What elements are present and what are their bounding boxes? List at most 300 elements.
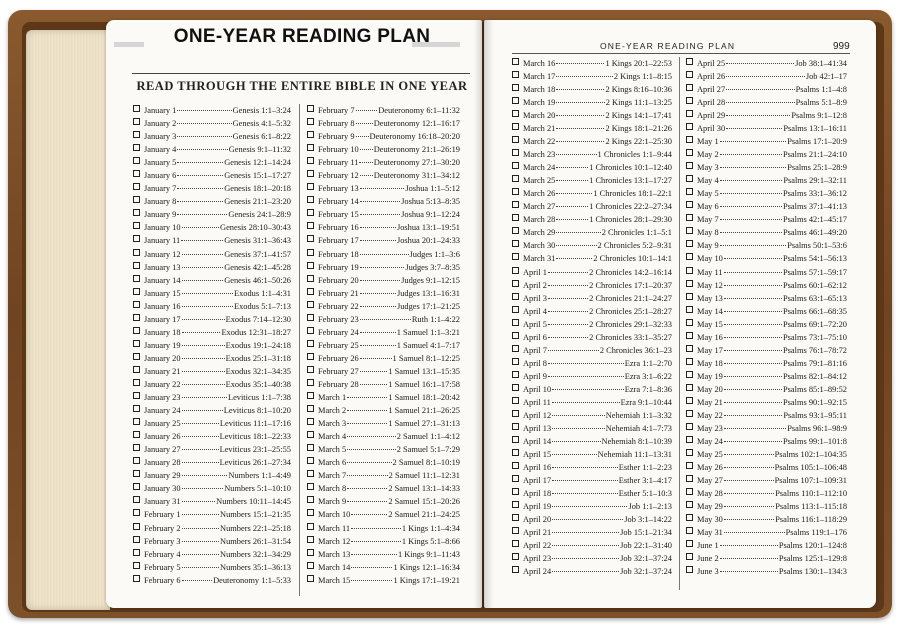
reading-reference: Job 32:1–37:24 (620, 554, 672, 564)
reading-reference: Judges 9:1–12:15 (401, 275, 460, 285)
reading-reference: Genesis 31:1–36:43 (224, 236, 291, 246)
checkbox-icon[interactable] (133, 353, 140, 360)
checkbox-icon[interactable] (307, 496, 314, 503)
checkbox-icon[interactable] (512, 566, 519, 573)
reading-reference: Job 38:1–41:34 (795, 59, 847, 68)
reading-column-3 (512, 57, 672, 578)
checkbox-icon[interactable] (512, 501, 519, 508)
dot-leader (360, 175, 373, 176)
reading-date: January 31 (144, 497, 181, 507)
checkbox-icon[interactable] (307, 183, 314, 190)
checkbox-icon[interactable] (512, 306, 519, 313)
reading-reference: Psalms 85:1–89:52 (783, 384, 847, 394)
dot-leader (360, 254, 409, 255)
reading-date: April 11 (523, 397, 551, 407)
checkbox-icon[interactable] (686, 475, 693, 482)
reading-reference: Exodus 7:14–12:30 (225, 314, 291, 324)
checkbox-icon[interactable] (133, 209, 140, 216)
checkbox-icon[interactable] (307, 523, 314, 530)
checkbox-icon[interactable] (133, 288, 140, 295)
dot-leader (360, 188, 405, 189)
checkbox-icon[interactable] (512, 423, 519, 430)
reading-date: April 29 (697, 111, 726, 121)
dot-leader (360, 384, 388, 385)
checkbox-icon[interactable] (133, 457, 140, 464)
checkbox-icon[interactable] (686, 449, 693, 456)
reading-reference: Joshua 13:1–19:51 (396, 223, 460, 233)
checkbox-icon[interactable] (686, 214, 693, 221)
reading-reference: Genesis 21:1–23:20 (224, 197, 291, 207)
reading-entry (133, 274, 291, 287)
reading-entry (307, 234, 460, 247)
reading-date: January 18 (144, 327, 181, 337)
checkbox-icon[interactable] (133, 196, 140, 203)
dot-leader (347, 436, 396, 437)
reading-reference: Numbers 32:1–34:29 (220, 549, 291, 559)
checkbox-icon[interactable] (686, 175, 693, 182)
running-head: ONE-YEAR READING PLAN (600, 41, 736, 51)
checkbox-icon[interactable] (512, 136, 519, 143)
reading-date: March 7 (318, 471, 347, 481)
checkbox-icon[interactable] (307, 222, 314, 229)
reading-entry (686, 344, 847, 357)
checkbox-icon[interactable] (686, 267, 693, 274)
reading-column-4 (686, 57, 847, 578)
checkbox-icon[interactable] (133, 418, 140, 425)
reading-reference: Genesis 1:1–3:24 (232, 106, 291, 115)
checkbox-icon[interactable] (512, 110, 519, 117)
reading-reference: Psalms 46:1–49:20 (783, 228, 847, 238)
reading-entry (133, 248, 291, 261)
checkbox-icon[interactable] (686, 253, 693, 260)
reading-entry (133, 574, 291, 587)
checkbox-icon[interactable] (512, 514, 519, 521)
checkbox-icon[interactable] (512, 449, 519, 456)
checkbox-icon[interactable] (512, 280, 519, 287)
checkbox-icon[interactable] (512, 71, 519, 78)
reading-entry (307, 143, 460, 156)
reading-date: February 3 (144, 536, 181, 546)
reading-date: February 18 (318, 249, 359, 259)
reading-entry (307, 456, 460, 469)
reading-entry (133, 261, 291, 274)
reading-date: January 26 (144, 432, 181, 442)
checkbox-icon[interactable] (307, 418, 314, 425)
dot-leader (177, 123, 231, 124)
reading-reference: Genesis 6:1–8:22 (232, 132, 291, 142)
reading-date: April 18 (523, 489, 552, 499)
checkbox-icon[interactable] (686, 358, 693, 365)
checkbox-icon[interactable] (686, 149, 693, 156)
dot-leader (720, 558, 778, 559)
reading-entry (686, 435, 847, 448)
checkbox-icon[interactable] (307, 131, 314, 138)
reading-date: March 21 (523, 124, 556, 134)
checkbox-icon[interactable] (307, 314, 314, 321)
checkbox-icon[interactable] (686, 410, 693, 417)
checkbox-icon[interactable] (307, 288, 314, 295)
reading-date: May 15 (697, 319, 723, 329)
dot-leader (360, 345, 396, 346)
checkbox-icon[interactable] (133, 536, 140, 543)
checkbox-icon[interactable] (307, 509, 314, 516)
reading-reference: 2 Chronicles 5:2–9:31 (597, 241, 672, 251)
reading-date: March 14 (318, 562, 351, 572)
checkbox-icon[interactable] (686, 188, 693, 195)
checkbox-icon[interactable] (686, 371, 693, 378)
dot-leader (720, 206, 782, 207)
checkbox-icon[interactable] (307, 405, 314, 412)
reading-reference: 2 Chronicles 21:1–24:27 (589, 293, 672, 303)
reading-date: June 3 (697, 567, 719, 577)
dot-leader (720, 193, 782, 194)
checkbox-icon[interactable] (686, 97, 693, 104)
checkbox-icon[interactable] (307, 470, 314, 477)
checkbox-icon[interactable] (686, 514, 693, 521)
reading-date: March 27 (523, 202, 556, 212)
reading-date: April 3 (523, 293, 547, 303)
checkbox-icon[interactable] (133, 262, 140, 269)
checkbox-icon[interactable] (133, 183, 140, 190)
checkbox-icon[interactable] (133, 105, 140, 112)
reading-date: June 2 (697, 554, 719, 564)
reading-date: May 5 (697, 189, 719, 199)
checkbox-icon[interactable] (307, 118, 314, 125)
checkbox-icon[interactable] (686, 227, 693, 234)
reading-reference: Psalms 25:1–28:9 (787, 163, 847, 173)
reading-entry (307, 495, 460, 508)
reading-entry (133, 104, 291, 117)
dot-leader (552, 402, 620, 403)
checkbox-icon[interactable] (307, 549, 314, 556)
checkbox-icon[interactable] (686, 423, 693, 430)
checkbox-icon[interactable] (686, 306, 693, 313)
checkbox-icon[interactable] (512, 267, 519, 274)
checkbox-icon[interactable] (686, 136, 693, 143)
checkbox-icon[interactable] (307, 457, 314, 464)
reading-reference: Judges 3:7–8:35 (405, 262, 460, 272)
reading-date: January 1 (144, 106, 177, 115)
reading-entry (133, 508, 291, 521)
checkbox-icon[interactable] (307, 262, 314, 269)
reading-date: January 19 (144, 340, 181, 350)
checkbox-icon[interactable] (686, 384, 693, 391)
reading-entry (307, 313, 460, 326)
dot-leader (177, 149, 227, 150)
reading-date: March 12 (318, 536, 351, 546)
checkbox-icon[interactable] (512, 462, 519, 469)
checkbox-icon[interactable] (307, 235, 314, 242)
reading-entry (686, 461, 847, 474)
dot-leader (182, 410, 223, 411)
dot-leader (556, 245, 596, 246)
reading-date: April 6 (523, 332, 547, 342)
reading-date: May 28 (697, 489, 723, 499)
checkbox-icon[interactable] (307, 144, 314, 151)
reading-reference: Genesis 24:1–28:9 (228, 210, 291, 220)
checkbox-icon[interactable] (686, 319, 693, 326)
reading-entry (512, 474, 672, 487)
reading-entry (133, 495, 291, 508)
checkbox-icon[interactable] (307, 379, 314, 386)
dot-leader (552, 571, 619, 572)
checkbox-icon[interactable] (133, 523, 140, 530)
checkbox-icon[interactable] (512, 84, 519, 91)
checkbox-icon[interactable] (307, 157, 314, 164)
checkbox-icon[interactable] (307, 431, 314, 438)
dot-leader (726, 128, 782, 129)
checkbox-icon[interactable] (133, 170, 140, 177)
checkbox-icon[interactable] (512, 436, 519, 443)
reading-date: April 15 (523, 449, 552, 459)
reading-entry (133, 313, 291, 326)
dot-leader (182, 306, 233, 307)
checkbox-icon[interactable] (307, 366, 314, 373)
reading-entry (686, 474, 847, 487)
checkbox-icon[interactable] (307, 105, 314, 112)
checkbox-icon[interactable] (307, 170, 314, 177)
checkbox-icon[interactable] (686, 240, 693, 247)
checkbox-icon[interactable] (512, 488, 519, 495)
dot-leader (552, 415, 605, 416)
checkbox-icon[interactable] (686, 488, 693, 495)
checkbox-icon[interactable] (512, 227, 519, 234)
checkbox-icon[interactable] (686, 71, 693, 78)
checkbox-icon[interactable] (512, 410, 519, 417)
reading-reference: Psalms 9:1–12:8 (791, 111, 847, 121)
dot-leader (347, 488, 387, 489)
checkbox-icon[interactable] (512, 293, 519, 300)
reading-reference: Psalms 5:1–8:9 (795, 98, 847, 108)
checkbox-icon[interactable] (133, 483, 140, 490)
checkbox-icon[interactable] (686, 501, 693, 508)
checkbox-icon[interactable] (686, 123, 693, 130)
reading-entry (686, 279, 847, 292)
checkbox-icon[interactable] (133, 575, 140, 582)
checkbox-icon[interactable] (512, 397, 519, 404)
checkbox-icon[interactable] (133, 509, 140, 516)
reading-date: February 9 (318, 132, 355, 142)
checkbox-icon[interactable] (686, 110, 693, 117)
reading-entry (133, 430, 291, 443)
dot-leader (347, 501, 387, 502)
checkbox-icon[interactable] (133, 444, 140, 451)
reading-reference: Job 1:1–2:13 (628, 502, 672, 512)
checkbox-icon[interactable] (133, 496, 140, 503)
checkbox-icon[interactable] (686, 280, 693, 287)
checkbox-icon[interactable] (133, 301, 140, 308)
checkbox-icon[interactable] (133, 549, 140, 556)
checkbox-icon[interactable] (307, 444, 314, 451)
reading-reference: Genesis 42:1–45:28 (224, 262, 291, 272)
reading-reference: Psalms 13:1–16:11 (783, 124, 847, 134)
dot-leader (351, 567, 392, 568)
reading-reference: 1 Chronicles 18:1–22:1 (593, 189, 672, 199)
checkbox-icon[interactable] (512, 201, 519, 208)
reading-entry (686, 213, 847, 226)
reading-date: March 1 (318, 393, 347, 403)
checkbox-icon[interactable] (686, 436, 693, 443)
reading-date: February 24 (318, 327, 359, 337)
dot-leader (360, 149, 373, 150)
checkbox-icon[interactable] (133, 405, 140, 412)
reading-date: May 17 (697, 345, 723, 355)
checkbox-icon[interactable] (133, 392, 140, 399)
reading-entry (133, 300, 291, 313)
checkbox-icon[interactable] (307, 353, 314, 360)
checkbox-icon[interactable] (512, 527, 519, 534)
checkbox-icon[interactable] (512, 58, 519, 65)
checkbox-icon[interactable] (686, 566, 693, 573)
reading-reference: 2 Samuel 21:1–24:25 (388, 510, 460, 520)
reading-date: March 29 (523, 228, 556, 238)
reading-reference: Deuteronomy 31:1–34:12 (373, 171, 460, 181)
checkbox-icon[interactable] (133, 275, 140, 282)
checkbox-icon[interactable] (686, 162, 693, 169)
reading-reference: 1 Kings 5:1–8:66 (401, 536, 460, 546)
checkbox-icon[interactable] (133, 157, 140, 164)
reading-reference: Psalms 42:1–45:17 (783, 215, 847, 225)
checkbox-icon[interactable] (512, 371, 519, 378)
dot-leader (552, 389, 624, 390)
reading-entry (686, 292, 847, 305)
checkbox-icon[interactable] (686, 553, 693, 560)
checkbox-icon[interactable] (512, 332, 519, 339)
checkbox-icon[interactable] (133, 222, 140, 229)
reading-date: January 17 (144, 314, 181, 324)
checkbox-icon[interactable] (307, 536, 314, 543)
checkbox-icon[interactable] (512, 540, 519, 547)
checkbox-icon[interactable] (512, 475, 519, 482)
checkbox-icon[interactable] (686, 397, 693, 404)
checkbox-icon[interactable] (133, 366, 140, 373)
checkbox-icon[interactable] (512, 358, 519, 365)
reading-entry (686, 83, 847, 96)
checkbox-icon[interactable] (512, 123, 519, 130)
checkbox-icon[interactable] (307, 301, 314, 308)
checkbox-icon[interactable] (512, 384, 519, 391)
dot-leader (720, 167, 787, 168)
checkbox-icon[interactable] (307, 209, 314, 216)
checkbox-icon[interactable] (307, 562, 314, 569)
checkbox-icon[interactable] (133, 235, 140, 242)
reading-date: April 10 (523, 384, 552, 394)
reading-entry (307, 117, 460, 130)
checkbox-icon[interactable] (686, 201, 693, 208)
reading-date: March 20 (523, 111, 556, 121)
checkbox-icon[interactable] (512, 253, 519, 260)
checkbox-icon[interactable] (307, 575, 314, 582)
checkbox-icon[interactable] (686, 345, 693, 352)
checkbox-icon[interactable] (307, 392, 314, 399)
reading-entry (512, 174, 672, 187)
reading-date: March 3 (318, 419, 347, 429)
checkbox-icon[interactable] (512, 162, 519, 169)
dot-leader (182, 449, 219, 450)
reading-entry (133, 535, 291, 548)
dot-leader (182, 541, 220, 542)
dot-leader (360, 240, 396, 241)
checkbox-icon[interactable] (307, 327, 314, 334)
dot-leader (351, 528, 401, 529)
checkbox-icon[interactable] (133, 431, 140, 438)
reading-entry (512, 526, 672, 539)
reading-reference: Joshua 5:13–8:35 (401, 197, 460, 207)
reading-entry (307, 443, 460, 456)
checkbox-icon[interactable] (686, 527, 693, 534)
checkbox-icon[interactable] (133, 470, 140, 477)
checkbox-icon[interactable] (307, 275, 314, 282)
checkbox-icon[interactable] (512, 345, 519, 352)
checkbox-icon[interactable] (133, 131, 140, 138)
checkbox-icon[interactable] (512, 553, 519, 560)
reading-reference: Numbers 1:1–4:49 (228, 471, 291, 481)
checkbox-icon[interactable] (686, 332, 693, 339)
reading-date: February 8 (318, 119, 355, 129)
checkbox-icon[interactable] (133, 144, 140, 151)
reading-reference: Psalms 33:1–36:12 (783, 189, 847, 199)
checkbox-icon[interactable] (307, 196, 314, 203)
checkbox-icon[interactable] (133, 327, 140, 334)
checkbox-icon[interactable] (133, 379, 140, 386)
reading-date: January 21 (144, 366, 181, 376)
reading-date: May 25 (697, 449, 723, 459)
reading-reference: Deuteronomy 16:18–20:20 (369, 132, 460, 142)
dot-leader (552, 506, 627, 507)
checkbox-icon[interactable] (307, 483, 314, 490)
checkbox-icon[interactable] (686, 293, 693, 300)
reading-entry (686, 135, 847, 148)
reading-date: January 5 (144, 158, 177, 168)
checkbox-icon[interactable] (133, 314, 140, 321)
reading-reference: Genesis 46:1–50:26 (224, 275, 291, 285)
dot-leader (347, 462, 391, 463)
checkbox-icon[interactable] (512, 188, 519, 195)
reading-reference: 2 Chronicles 10:1–14:1 (593, 254, 672, 264)
reading-date: March 18 (523, 85, 556, 95)
checkbox-icon[interactable] (512, 175, 519, 182)
checkbox-icon[interactable] (133, 118, 140, 125)
reading-reference: Deuteronomy 1:1–5:33 (213, 575, 291, 585)
checkbox-icon[interactable] (307, 340, 314, 347)
reading-entry (686, 318, 847, 331)
reading-entry (307, 156, 460, 169)
checkbox-icon[interactable] (307, 249, 314, 256)
dot-leader (360, 358, 392, 359)
reading-date: May 18 (697, 358, 723, 368)
checkbox-icon[interactable] (512, 240, 519, 247)
reading-entry (686, 500, 847, 513)
checkbox-icon[interactable] (512, 214, 519, 221)
dot-leader (724, 467, 774, 468)
dot-leader (182, 580, 213, 581)
checkbox-icon[interactable] (686, 58, 693, 65)
dot-leader (556, 180, 588, 181)
dot-leader (724, 506, 774, 507)
checkbox-icon[interactable] (512, 97, 519, 104)
reading-reference: Leviticus 11:1–17:16 (219, 419, 291, 429)
checkbox-icon[interactable] (512, 319, 519, 326)
checkbox-icon[interactable] (133, 340, 140, 347)
checkbox-icon[interactable] (686, 540, 693, 547)
checkbox-icon[interactable] (133, 562, 140, 569)
reading-date: March 16 (523, 59, 556, 68)
reading-reference: Judges 17:1–21:25 (396, 301, 460, 311)
checkbox-icon[interactable] (686, 462, 693, 469)
checkbox-icon[interactable] (512, 149, 519, 156)
checkbox-icon[interactable] (133, 249, 140, 256)
checkbox-icon[interactable] (686, 84, 693, 91)
